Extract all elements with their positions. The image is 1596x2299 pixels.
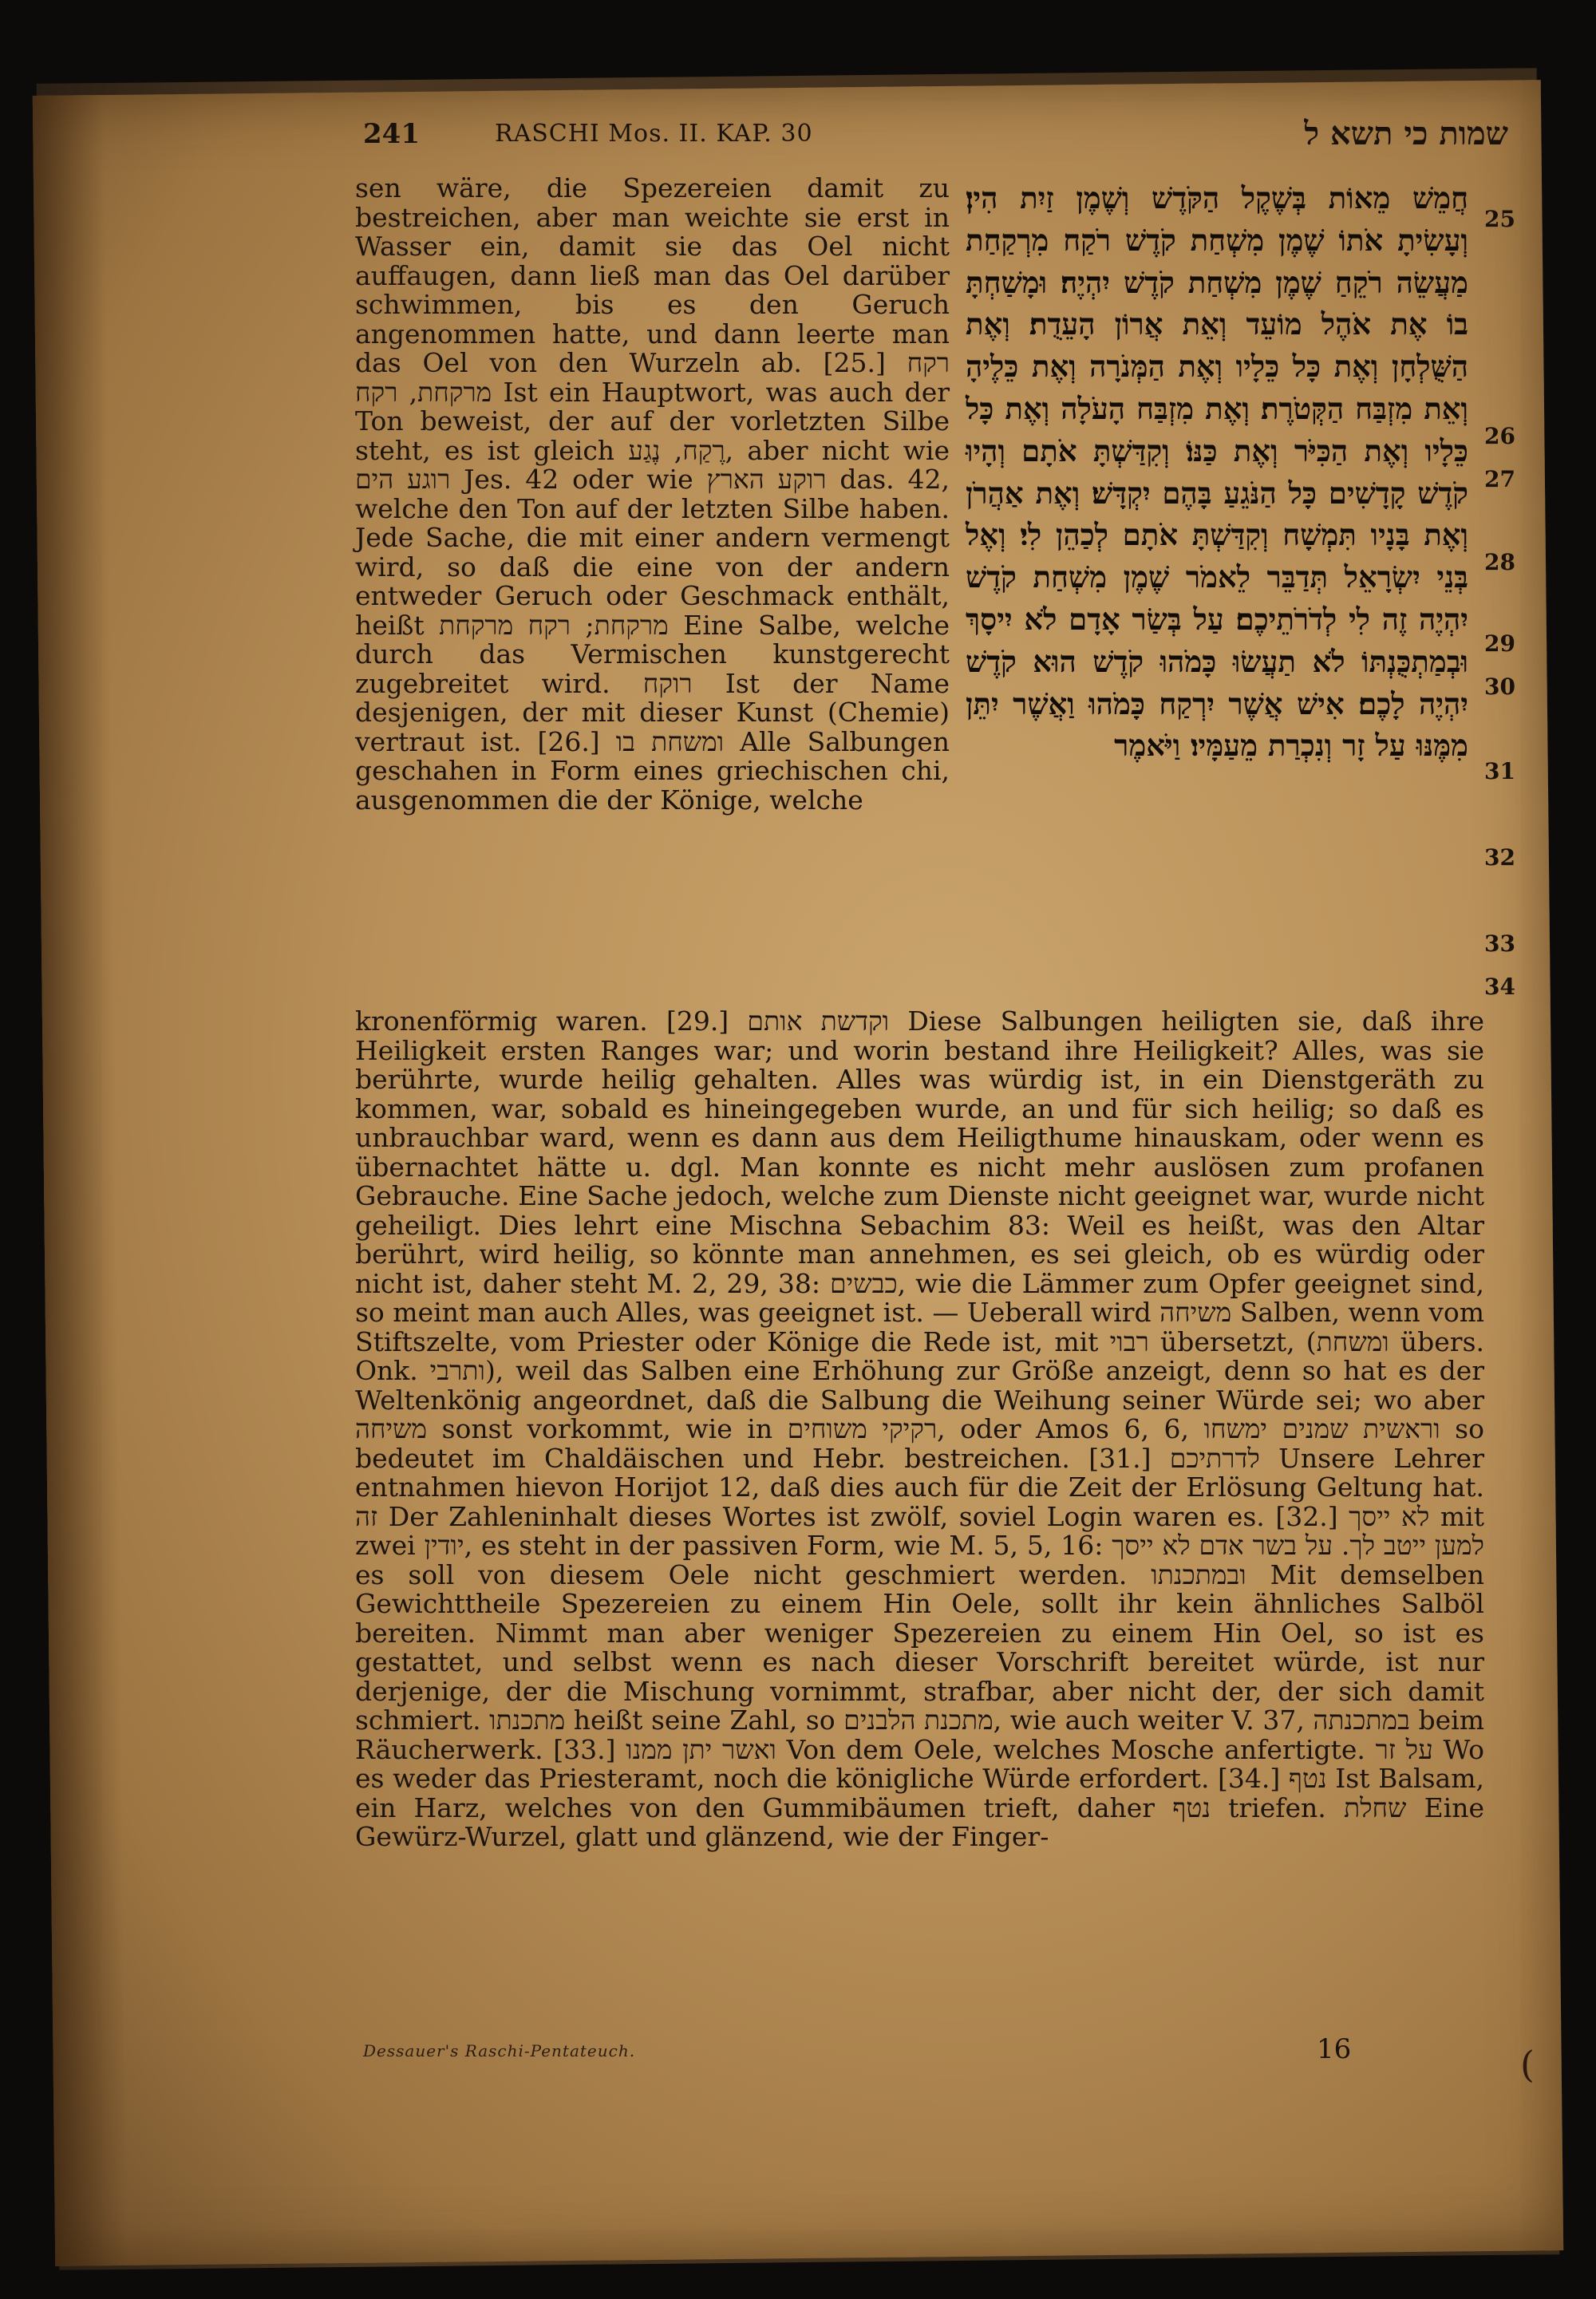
signature-mark: 16 (1317, 2033, 1352, 2065)
running-title: RASCHI Mos. II. KAP. 30 (495, 120, 813, 148)
verse-number: 29 (1484, 630, 1515, 657)
hebrew-running-title: שמות כי תשא ל (1304, 115, 1508, 152)
hebrew-verses: חֲמֵשׁ מֵאוֹת בְּשֶׁקֶל הַקֹּדֶשׁ וְשֶׁמֶן זַיִת הִין׃ וְעָשִׂיתָ אֹתוֹ שֶׁמֶן מִשְׁחַת קֹדֶשׁ רֹקַח מִרְקַחַת מַעֲשֵׂה רֹקֵחַ שֶׁמֶן מִשְׁחַת קֹדֶשׁ יִהְיֶה׃ וּמָשַׁחְתָּ בוֹ אֶת אֹהֶל מוֹעֵד וְאֵת אֲרוֹן הָעֵדֻת׃ וְאֶת הַשֻּׁלְחָן וְאֶת כָּל כֵּלָיו וְאֶת הַמְּנֹרָה וְאֶת כֵּלֶיהָ וְאֵת מִזְבַּח הַקְּטֹרֶת׃ וְאֶת מִזְבַּח הָעֹלָה וְאֶת כָּל כֵּלָיו וְאֶת הַכִּיֹּר וְאֶת כַּנּוֹ׃ וְקִדַּשְׁתָּ אֹתָם וְהָיוּ קֹדֶשׁ קָדָשִׁים כָּל הַנֹּגֵעַ בָּהֶם יִקְדָּשׁ׃ וְאֶת אַהֲרֹן וְאֶת בָּנָיו תִּמְשָׁח וְקִדַּשְׁתָּ אֹתָם לְכַהֵן לִי׃ וְאֶל בְּנֵי יִשְׂרָאֵל תְּדַבֵּר לֵאמֹר שֶׁמֶן מִשְׁחַת קֹדֶשׁ יִהְיֶה זֶה לִי לְדֹרֹתֵיכֶם׃ עַל בְּשַׂר אָדָם לֹא יִיסָךְ וּבְמַתְכֻּנְתּוֹ לֹא תַעֲשׂוּ כָּמֹהוּ קֹדֶשׁ הוּא קֹדֶשׁ יִהְיֶה לָכֶם׃ אִישׁ אֲשֶׁר יִרְקַח כָּמֹהוּ וַאֲשֶׁר יִתֵּן מִמֶּנּוּ עַל זָר וְנִכְרַת מֵעַמָּיו׃ וַיֹּאמֶר (966, 180, 1468, 764)
verse-number: 33 (1484, 930, 1515, 957)
printer-imprint: Dessauer's Raschi-Pentateuch. (363, 2041, 636, 2060)
commentary-column-text: sen wäre, die Spezereien damit zu bestreichen, aber man weichte sie erst in Wasser ein, damit sie das Oel nicht auffaugen, dann ließ man das Oel darüber schwimmen, bis es den Geruch angenommen hatte, und dann leerte man das Oel von den Wurzeln ab. [25.] רקח מרקחת, רקח Ist ein Hauptwort, was auch der Ton beweist, der auf der vorletzten Silbe steht, es ist gleich רֶקַח, נֶגַע, aber nicht wie רוגע הים Jes. 42 oder wie רוקע הארץ das. 42, welche den Ton auf der letzten Silbe haben. Jede Sache, die mit einer andern vermengt wird, so daß die eine von der andern entweder Geruch oder Geschmack enthält, heißt מרקחת; רקח מרקחת Eine Salbe, welche durch das Vermischen kunstgerecht zugebreitet wird. רוקח Ist der Name desjenigen, der mit dieser Kunst (Chemie) vertraut ist. [26.] ומשחת בו Alle Salbungen geschahen in Form eines griechischen chi, ausgenommen die der Könige, welche (355, 172, 950, 816)
commentary-full-text: kronenförmig waren. [29.] וקדשת אותם Diese Salbungen heiligten sie, daß ihre Heiligkeit ersten Ranges war; und worin bestand ihre Heiligkeit? Alles, was sie berührte, wurde heilig gehalten. Alles was würdig ist, in ein Dienstgeräth zu kommen, war, sobald es hineingegeben wurde, an und für sich heilig; so daß es unbrauchbar ward, wenn es dann aus dem Heiligthume hinauskam, oder wenn es übernachtet hätte u. dgl. Man konnte es nicht mehr auslösen zum profanen Gebrauche. Eine Sache jedoch, welche zum Dienste nicht geeignet war, wurde nicht geheiligt. Dies lehrt eine Mischna Sebachim 83: Weil es heißt, was den Altar berührt, wird heilig, so könnte man annehmen, es sei gleich, ob es würdig oder nicht ist, daher steht M. 2, 29, 38: כבשים, wie die Lämmer zum Opfer geeignet sind, so meint man auch Alles, was geeignet ist. — Ueberall wird משיחה Salben, wenn vom Stiftszelte, vom Priester oder Könige die Rede ist, mit רבוי übersetzt, (ומשחת übers. Onk. ותרבי), weil das Salben eine Erhöhung zur Größe anzeigt, denn so hat es der Weltenkönig angeordnet, daß die Salbung die Weihung seiner Würde sei; wo aber משיחה sonst vorkommt, wie in רקיקי משוחים, oder Amos 6, 6, וראשית שמנים ימשחו so bedeutet im Chaldäischen und Hebr. bestreichen. [31.] לדרתיכם Unsere Lehrer entnahmen hievon Horijot 12, daß dies auch für die Zeit der Erlösung Geltung hat. זה Der Zahleninhalt dieses Wortes ist zwölf, soviel Login waren es. [32.] לא ייסך mit zwei יודין, es steht in der passiven Form, wie M. 5, 5, 16: למען ייטב לך. על בשר אדם לא ייסך es soll von diesem Oele nicht geschmiert werden. ובמתכנתו Mit demselben Gewichttheile Spezereien zu einem Hin Oele, sollt ihr kein ähnliches Salböl bereiten. Nimmt man aber weniger Spezereien zu einem Hin Oel, so ist es gestattet, und selbst wenn es nach dieser Vorschrift bereitet würde, ist nur derjenige, der die Mischung vornimmt, strafbar, aber nicht der, der sich damit schmiert. מתכנתו heißt seine Zahl, so מתכנת הלבנים, wie auch weiter V. 37, במתכנתה beim Räucherwerk. [33.] ואשר יתן ממנו Von dem Oele, welches Mosche anfertigte. על זר Wo es weder das Priesteramt, noch die königliche Würde erfordert. [34.] נטף Ist Balsam, ein Harz, welches von den Gummibäumen trieft, daher נטף triefen. שחלת Eine Gewürz-Wurzel, glatt und glänzend, wie der Finger- (355, 1005, 1485, 1852)
verse-number: 27 (1484, 466, 1515, 492)
verse-number: 30 (1484, 674, 1515, 700)
hebrew-text-column (966, 177, 1468, 767)
verse-number: 25 (1484, 206, 1515, 232)
verse-number: 34 (1484, 974, 1515, 1000)
page-number: 241 (363, 118, 420, 150)
verse-number: 26 (1484, 423, 1515, 449)
commentary-full-width (355, 1007, 1484, 1852)
commentary-column (355, 174, 950, 815)
verse-number: 28 (1484, 549, 1515, 575)
verse-number: 32 (1484, 844, 1515, 871)
page-edge-mark: ( (1520, 2043, 1535, 2086)
page-header (311, 112, 1524, 160)
verse-number: 31 (1484, 758, 1515, 784)
